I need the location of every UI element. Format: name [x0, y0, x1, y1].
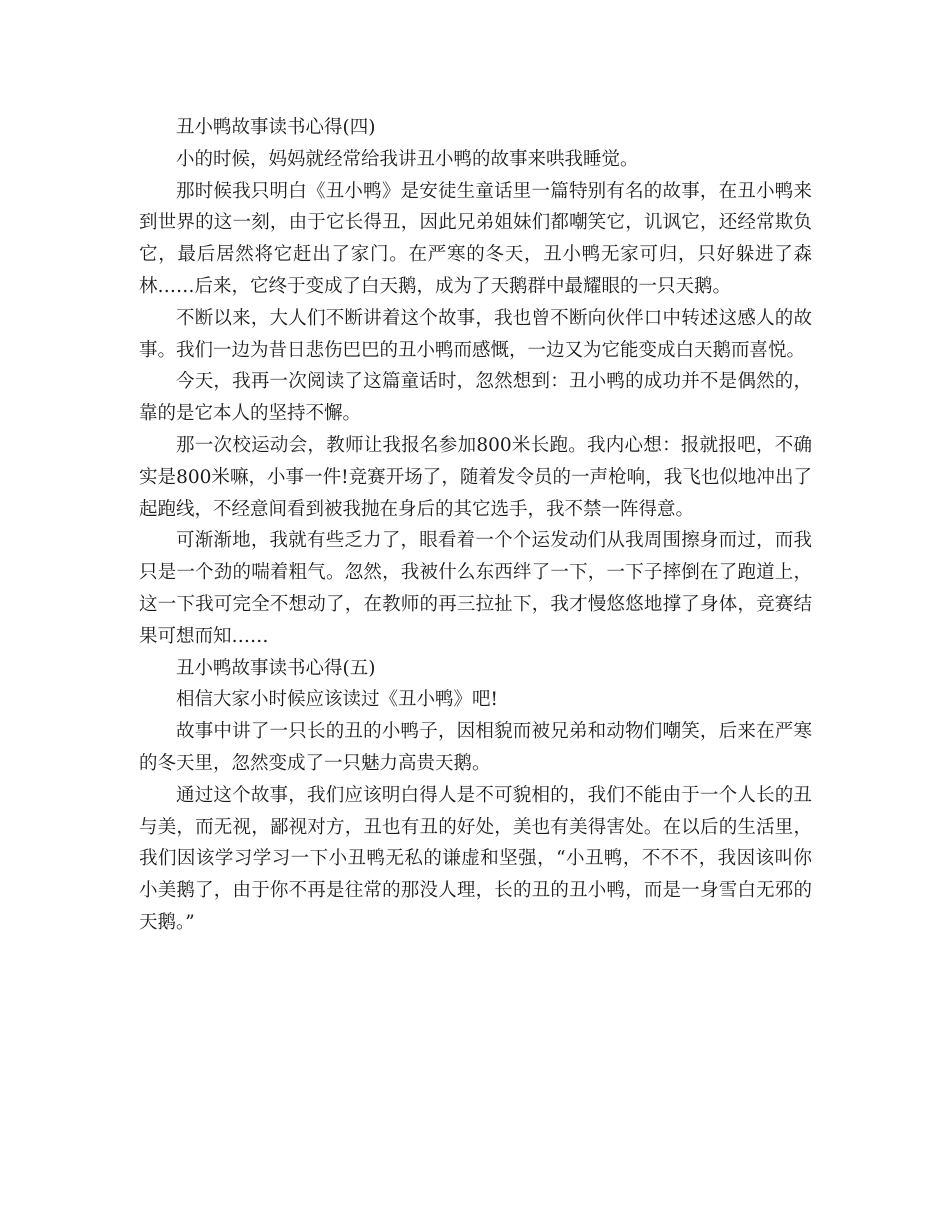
- paragraph: 那时候我只明白《丑小鸭》是安徒生童话里一篇特别有名的故事，在丑小鸭来到世界的这一刻，由于它长得丑，因此兄弟姐妹们都嘲笑它，讥讽它，还经常欺负它，最后居然将它赶出了家门。在严寒的冬天，丑小鸭无家可归，只好躲进了森林……后来，它终于变成了白天鹅，成为了天鹅群中最耀眼的一只天鹅。: [139, 180, 812, 297]
- paragraph: 故事中讲了一只长的丑的小鸭子，因相貌而被兄弟和动物们嘲笑，后来在严寒的冬天里，忽然变成了一只魅力高贵天鹅。: [139, 721, 812, 774]
- paragraph: 小的时候，妈妈就经常给我讲丑小鸭的故事来哄我睡觉。: [176, 148, 639, 170]
- section-heading-4: 丑小鸭故事读书心得(四): [176, 117, 376, 138]
- document-body: [139, 112, 812, 939]
- paragraph: 不断以来，大人们不断讲着这个故事，我也曾不断向伙伴口中转述这感人的故事。我们一边为昔日悲伤巴巴的丑小鸭而感慨，一边又为它能变成白天鹅而喜悦。: [139, 307, 812, 361]
- section-heading-5: 丑小鸭故事读书心得(五): [176, 657, 376, 679]
- paragraph: 相信大家小时候应该读过《丑小鸭》吧!: [176, 689, 498, 711]
- paragraph: 今天，我再一次阅读了这篇童话时，忽然想到：丑小鸭的成功并不是偶然的，靠的是它本人的坚持不懈。: [139, 371, 812, 425]
- paragraph: 可渐渐地，我就有些乏力了，眼看着一个个运发动们从我周围擦身而过，而我只是一个劲的喘着粗气。忽然，我被什么东西绊了一下，一下子摔倒在了跑道上，这一下我可完全不想动了，在教师的再三拉扯下，我才慢悠悠地撑了身体，竞赛结果可想而知……: [139, 530, 812, 647]
- paragraph: 那一次校运动会，教师让我报名参加800米长跑。我内心想：报就报吧，不确实是800米嘛，小事一件!竞赛开场了，随着发令员的一声枪响，我飞也似地冲出了起跑线，不经意间看到被我抛在身后的其它选手，我不禁一阵得意。: [139, 434, 812, 520]
- paragraph: 通过这个故事，我们应该明白得人是不可貌相的，我们不能由于一个人长的丑与美，而无视，鄙视对方，丑也有丑的好处，美也有美得害处。在以后的生活里，我们因该学习学习一下小丑鸭无私的谦虚和坚强，“小丑鸭，不不不，我因该叫你小美鹅了，由于你不再是往常的那没人理，长的丑的丑小鸭，而是一身雪白无邪的天鹅。”: [139, 784, 812, 933]
